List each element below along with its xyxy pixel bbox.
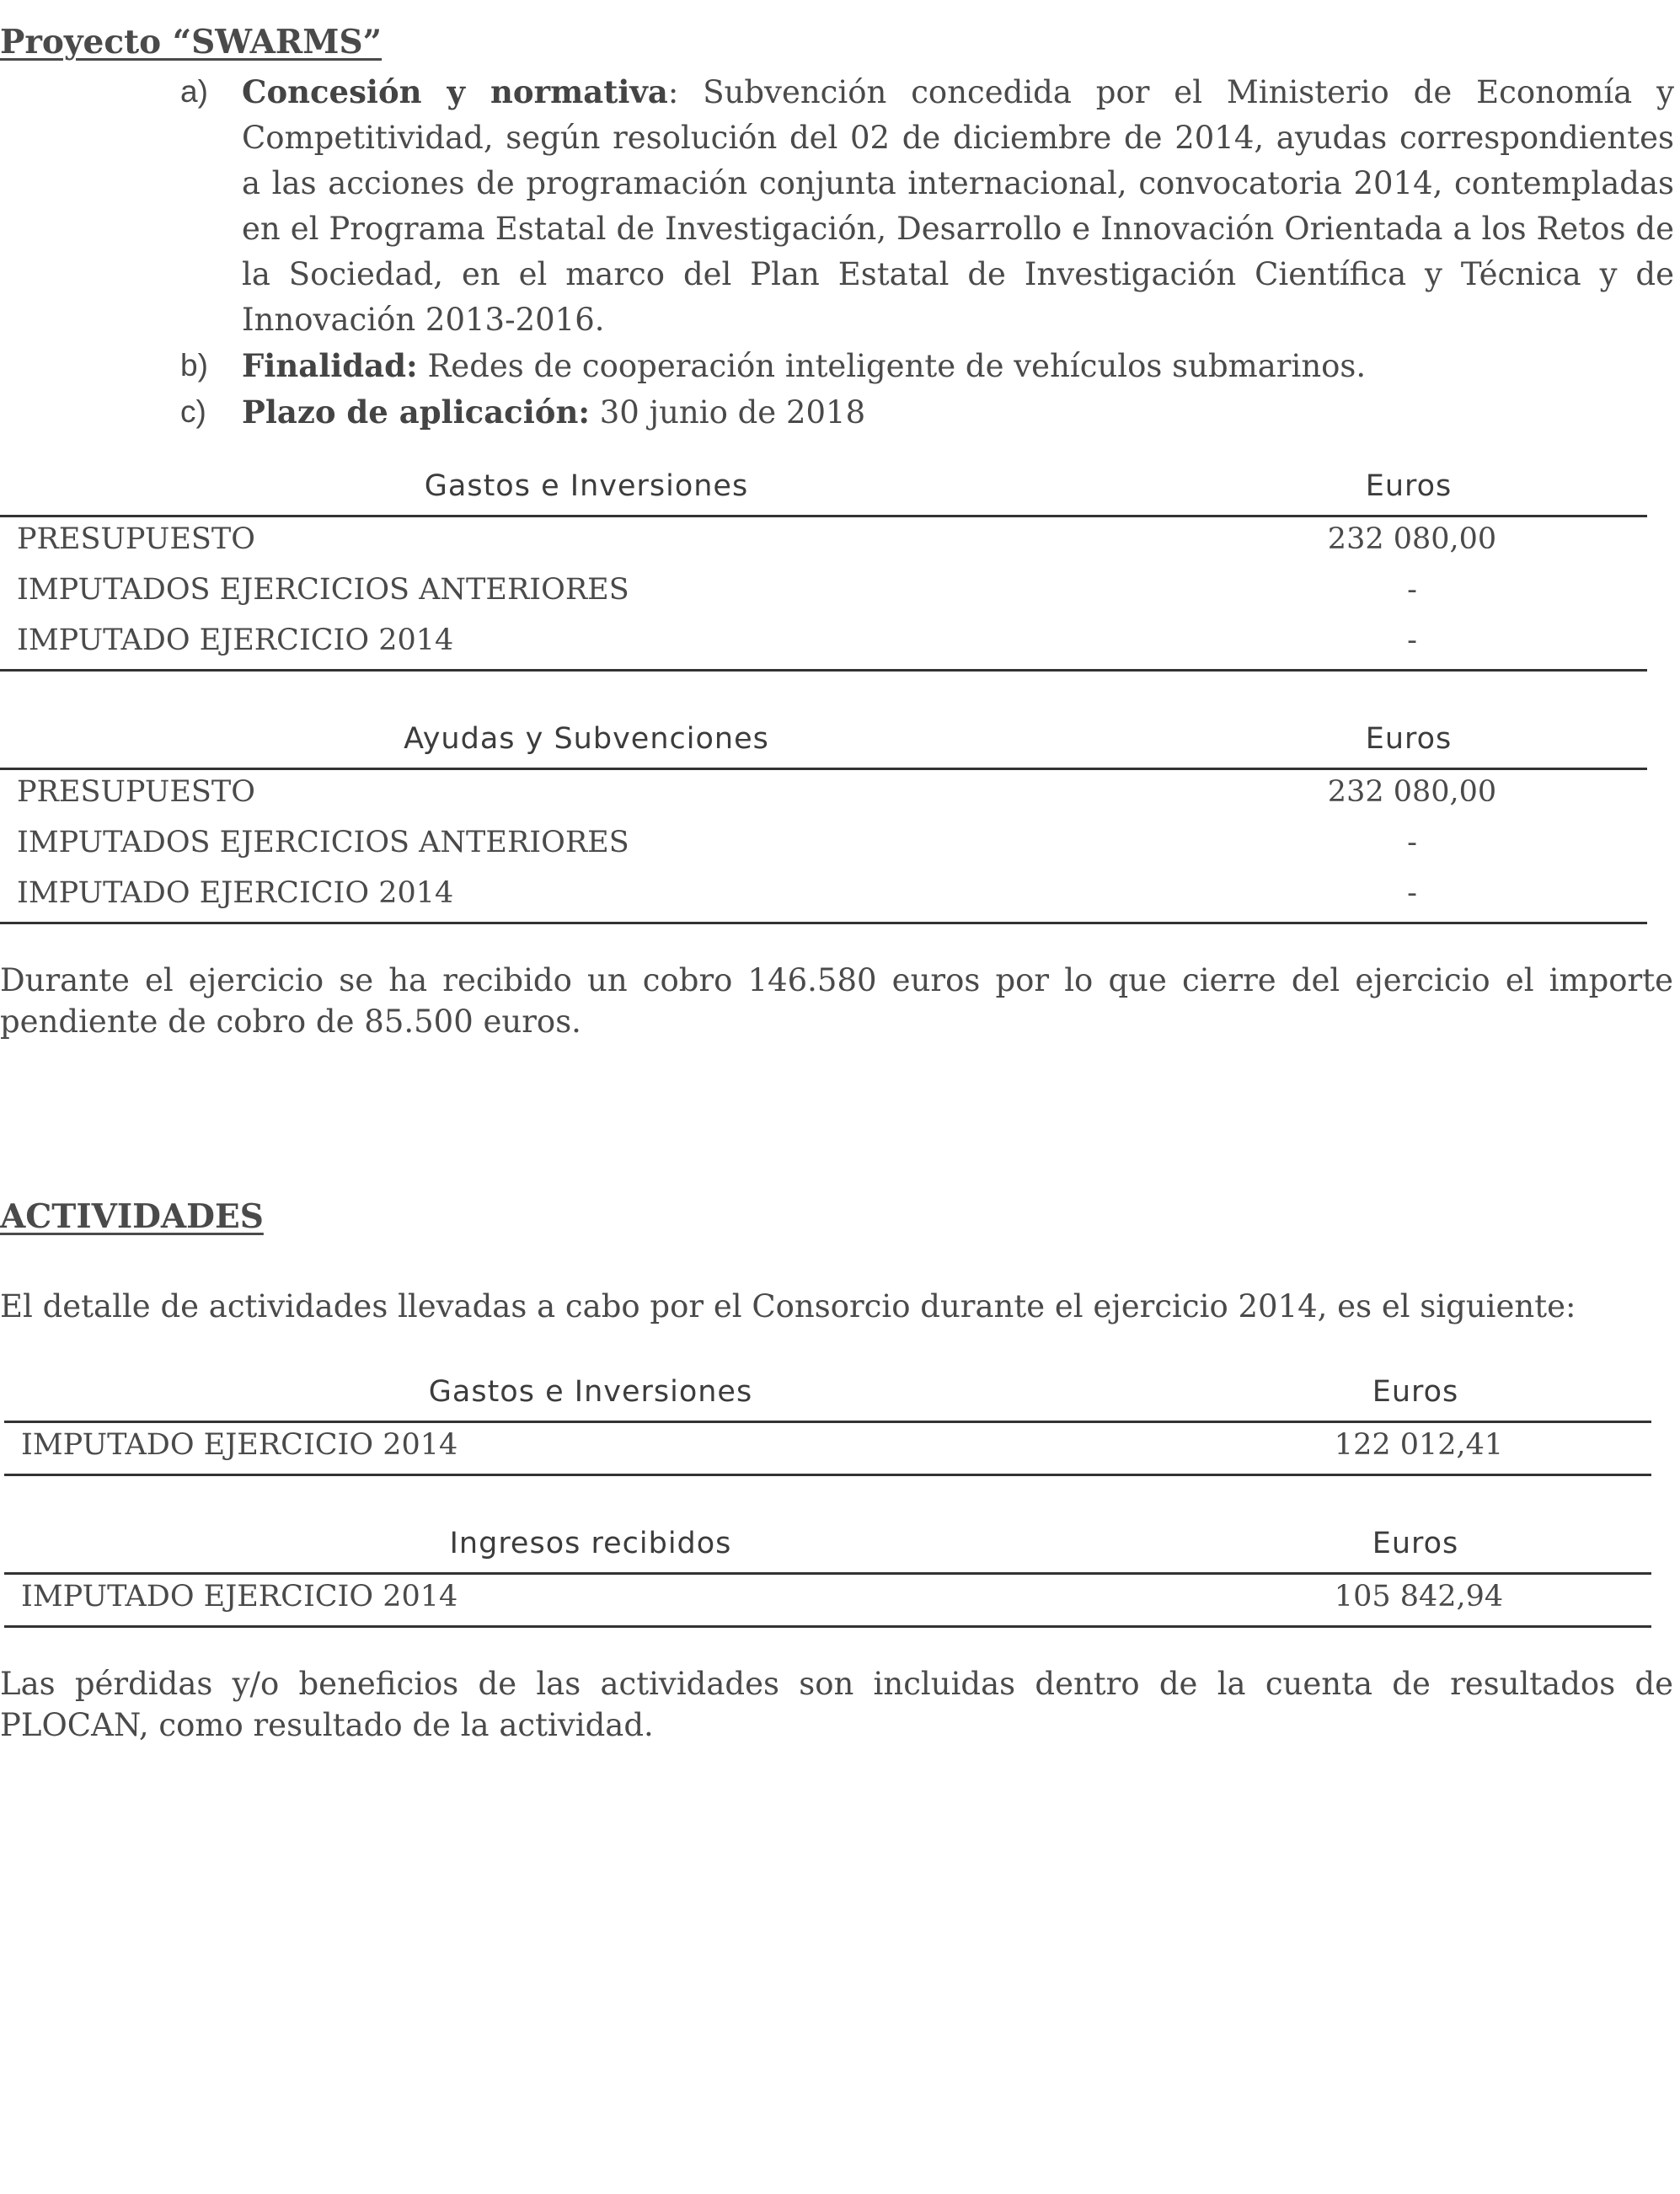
list-item-body <box>242 343 1674 389</box>
table-bottom-rule <box>4 1625 1651 1628</box>
row-concept: PRESUPUESTO <box>17 775 255 809</box>
table-header <box>4 1373 1651 1423</box>
table-header <box>4 1525 1651 1575</box>
activities-title: ACTIVIDADES <box>0 1197 264 1236</box>
project-details-list <box>0 69 1680 436</box>
table-actividades-gastos <box>4 1373 1651 1476</box>
row-concept: IMPUTADOS EJERCICIOS ANTERIORES <box>17 826 629 859</box>
table-row <box>4 1423 1651 1474</box>
table-row <box>0 821 1647 871</box>
table-header <box>0 468 1647 517</box>
row-concept: IMPUTADO EJERCICIO 2014 <box>21 1580 458 1613</box>
item-text: : Subvención concedida por el Ministerio de Economía y Competitividad, según resolución del 02 de diciembre de 2014, ayudas correspondientes a las acciones de programación conjunta internacional, convocatoria 2014, contempladas en el Programa Estatal de Investigación, Desarrollo e Innovación Orientada a los Retos de la Sociedad, en el marco del Plan Estatal de Investigación Científica y Técnica y de Innovación 2013-2016. <box>242 74 1674 338</box>
column-header-euros: Euros <box>1365 722 1453 756</box>
table-actividades-ingresos <box>4 1525 1651 1628</box>
row-concept: IMPUTADO EJERCICIO 2014 <box>17 876 454 910</box>
table-header <box>0 720 1647 770</box>
table-gastos-inversiones <box>0 468 1647 672</box>
table-row <box>0 770 1647 821</box>
row-concept: IMPUTADOS EJERCICIOS ANTERIORES <box>17 573 629 607</box>
column-header-concept: Ingresos recibidos <box>449 1527 732 1560</box>
activities-intro: El detalle de actividades llevadas a cabo por el Consorcio durante el ejercicio 2014, es el siguiente: <box>0 1288 1576 1324</box>
project-title: Proyecto “SWARMS” <box>0 23 383 62</box>
item-label: Plazo de aplicación: <box>242 393 590 431</box>
item-label: Finalidad: <box>242 347 418 384</box>
column-header-euros: Euros <box>1372 1375 1459 1409</box>
table-ayudas-subvenciones <box>0 720 1647 924</box>
list-item-body <box>242 69 1674 343</box>
table-row <box>0 871 1647 922</box>
table-row <box>0 568 1647 618</box>
row-amount: - <box>1407 826 1417 859</box>
row-amount: - <box>1407 573 1417 607</box>
table-row <box>0 618 1647 669</box>
item-text: Redes de cooperación inteligente de vehículos submarinos. <box>417 348 1367 384</box>
row-amount: 105 842,94 <box>1334 1580 1504 1613</box>
table-bottom-rule <box>0 669 1647 672</box>
row-amount: 122 012,41 <box>1334 1428 1504 1462</box>
row-concept: PRESUPUESTO <box>17 522 255 556</box>
cobro-note: Durante el ejercicio se ha recibido un cobro 146.580 euros por lo que cierre del ejercicio el importe pendiente de cobro de 85.500 euros. <box>0 962 1673 1040</box>
column-header-concept: Ayudas y Subvenciones <box>404 722 769 756</box>
list-item-body <box>242 389 1674 436</box>
row-amount: - <box>1407 623 1417 657</box>
list-marker: b) <box>180 348 208 383</box>
list-marker: a) <box>180 74 208 109</box>
list-item-concesion <box>0 69 1680 343</box>
item-label: Concesión y normativa <box>242 73 668 110</box>
list-item-finalidad <box>0 343 1680 389</box>
row-amount: 232 080,00 <box>1327 775 1497 809</box>
closing-paragraph: Las pérdidas y/o beneficios de las actividades son incluidas dentro de la cuenta de resultados de PLOCAN, como resultado de la actividad. <box>0 1666 1673 1743</box>
item-text: 30 junio de 2018 <box>590 394 866 431</box>
row-concept: IMPUTADO EJERCICIO 2014 <box>17 623 454 657</box>
column-header-concept: Gastos e Inversiones <box>428 1375 753 1409</box>
column-header-euros: Euros <box>1365 469 1453 503</box>
table-bottom-rule <box>4 1474 1651 1476</box>
row-amount: 232 080,00 <box>1327 522 1497 556</box>
list-marker: c) <box>180 394 206 429</box>
table-row <box>0 517 1647 568</box>
row-amount: - <box>1407 876 1417 910</box>
column-header-concept: Gastos e Inversiones <box>424 469 749 503</box>
column-header-euros: Euros <box>1372 1527 1459 1560</box>
row-concept: IMPUTADO EJERCICIO 2014 <box>21 1428 458 1462</box>
table-bottom-rule <box>0 922 1647 924</box>
list-item-plazo <box>0 389 1680 436</box>
table-row <box>4 1575 1651 1625</box>
